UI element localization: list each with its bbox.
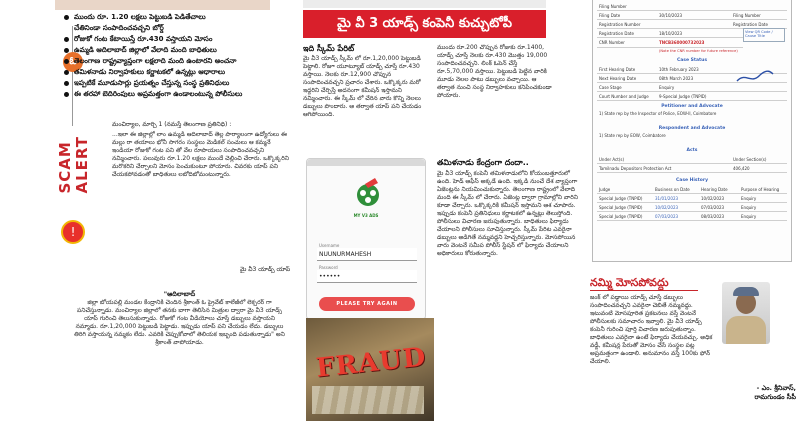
- doc-row: [597, 2, 787, 11]
- doc-value: 08th March 2023: [659, 76, 694, 81]
- history-col: Purpose of Hearing: [741, 187, 780, 192]
- doc-value: 10th February 2023: [659, 67, 699, 72]
- history-row: [597, 203, 787, 212]
- acts-row: [597, 164, 787, 173]
- history-date-link[interactable]: 07/03/2023: [655, 214, 679, 219]
- app-screenshot: [306, 158, 426, 320]
- signature-mark-icon: [735, 70, 775, 84]
- quote-body: జిల్లా బోయపల్లి మండల కేంద్రానికి చెందిన శ్రీకాంత్ ఓ ప్రైవేట్ కాలేజీలో లెక్చరర్ గా పనిచేస్తున్నాడు. మంచిర్యాల జిల్లాలో తనకు బాగా తెలిసిన మిత్రుల ద్వారా మై వీ3 యాడ్స్ యాప్ గురించి తెలుసుకున్నాడు. రోజుకో గంట వీడియోలు చూస్తే డబ్బులు వస్తాయని నమ్మాడు. రూ.1,20,000 పెట్టుబడి పెట్టాడు. ఇప్పుడు యాప్ పని చేయడం లేదు. డబ్బులు తిరిగి వస్తాయన్న నమ్మకం లేదు. ఎవరికి చెప్పుకోవాలో తెలియక ఇబ్బంది పడుతున్నాడు" అని శ్రీకాంత్ వాపోయాడు.: [74, 299, 285, 346]
- scam-alert-text: [57, 136, 91, 194]
- acts-row: [597, 155, 787, 164]
- history-cell: Special Judge (TNPID): [599, 205, 643, 210]
- key-point: ఉమ్మడి ఆదిలాబాద్ జిల్లాలో వేలాది మంది బాధితులు: [62, 45, 302, 56]
- doc-key: Registration Number: [599, 22, 641, 27]
- doc-key: Filing Number: [599, 4, 627, 9]
- history-heading: Case History: [675, 178, 709, 183]
- history-row: [597, 212, 787, 221]
- history-col: Hearing Date: [701, 187, 728, 192]
- cnr-note: (Note the CNR number for future reference): [659, 49, 738, 53]
- doc-key: Next Hearing Date: [599, 76, 637, 81]
- history-date-link[interactable]: 31/01/2023: [655, 196, 679, 201]
- cnr-row: [597, 38, 743, 48]
- headline: మై వీ 3 యాడ్స్ కంపెనీ కుచ్చుటోపీ: [303, 10, 546, 38]
- top-photo-strip: [55, 0, 270, 10]
- article-body-left: ...ఇలా ఈ జిల్లాల్లో లాం ఉమ్మడి ఆదిలాబాద్ తెల్ల పార్యాలంగా ఉద్యోగులు ఈ మల్లు రా తయాలు భోనీ సాగరం సంస్థలు మెడికల్ సంచులు ఆ కమ్మనే ఇండియా రోజుకో గంట పని తో వేల రూపాయలు సంపాదించవచ్చని నమ్మించారు. పలువురు రూ.1.20 లక్షలు ముందే చెల్లించి చేరారు. ఒక్కొక్కరిని మరొకరిని చేర్చాలని మోసం పెంచుకుంటూ పోయారు. చివరకు యాప్ పని చేయకపోవడంతో బాధితులు లబోదిబోమంటున్నారు.: [112, 131, 289, 178]
- key-point: తమిళనాడు నిర్వాహకులు కర్ణాటకలో ఉన్నట్లు ఆధారాలు: [62, 67, 302, 78]
- doc-row: [597, 11, 787, 20]
- history-cell: Enquiry: [741, 205, 757, 210]
- officer-name: - ఎం. శ్రీనివాస్,: [756, 384, 796, 392]
- doc-value: 406,420: [733, 166, 750, 171]
- qr-code-link[interactable]: View QR Code / Cause Title: [743, 28, 785, 42]
- officer-uniform: [726, 316, 766, 344]
- doc-row: [597, 29, 743, 38]
- doc-value: Under Section(s): [733, 157, 767, 162]
- section-heading-warning: నమ్మి మోసపోవద్దు: [590, 276, 669, 289]
- petitioner-heading: Petitioner and Advocate: [661, 104, 723, 109]
- password-field[interactable]: ••••••: [317, 270, 417, 283]
- doc-value: 9-Special Judge (TNPID): [659, 94, 707, 99]
- history-cell: 10/02/2023: [701, 196, 725, 201]
- key-points-list: [62, 12, 302, 100]
- scam-word: SCAM: [56, 141, 74, 194]
- officer-cap: [733, 287, 759, 296]
- key-point: ఈ తరహా బెదిరింపులు అప్రమత్తంగా ఉండాలంటున్న పోలీసులు: [62, 89, 302, 100]
- article-column-c: జంక్ లో పడ్డాయి యాడ్స్ చూస్తే డబ్బులు సంపాదించవచ్చని ఎవరైనా చెబితే నమ్మవద్దు. ఇటువంటి మోసపూరిత ప్రకటనలు వస్తే వెంటనే పోలీసులకు సమాచారం ఇవ్వాలి. మై వీ3 యాడ్స్ కంపెనీ గురించి పూర్తి విచారణ జరుపుతున్నాం. బాధితులు ఎవరైనా ఉంటే ఫిర్యాదు చేయవచ్చు. అధిక వడ్డీ, కమీషన్ల పేరుతో మోసం చేసే సంస్థల పట్ల అప్రమత్తంగా ఉండాలి. అనుమానం వస్తే 100కు ఫోన్ చేయాలి.: [590, 294, 713, 365]
- doc-value: Filing Number: [733, 13, 761, 18]
- dateline: మంచిర్యాల, మార్చి 1 (నమస్తే తెలంగాణ ప్రతినిధి) :: [112, 121, 232, 128]
- officer-role: రామగుండం సీపీ: [754, 393, 796, 401]
- history-cell: Enquiry: [741, 214, 757, 219]
- cnr-number[interactable]: TNCB360000732023: [659, 40, 705, 45]
- key-point: ముందు రూ. 1.20 లక్షలు పెట్టుబడి పెడితేచాలు: [62, 12, 302, 23]
- doc-key: CNR Number: [599, 40, 625, 45]
- case-status-heading: Case Status: [676, 58, 708, 63]
- doc-key: Court Number and Judge: [599, 94, 649, 99]
- doc-value: Enquiry: [659, 85, 675, 90]
- doc-value: 18/10/2023: [659, 31, 683, 36]
- currency-notes: [312, 386, 424, 414]
- key-point: చేతినిండా సంపాదించవచ్చని బోర్డ్: [74, 24, 164, 32]
- acts-heading: Acts: [686, 148, 698, 153]
- doc-key: Case Stage: [599, 85, 622, 90]
- doc-key: First Hearing Date: [599, 67, 636, 72]
- respondent-heading: Respondent and Advocate: [658, 126, 726, 131]
- doc-key: Under Act(s): [599, 157, 625, 162]
- court-case-record: [592, 0, 792, 262]
- subheading: ఇది స్కీమ్ పేరిట్: [303, 44, 355, 53]
- photo-caption: మై వీ3 యాడ్స్ యాప్: [240, 266, 291, 273]
- quote-title: "ఆదిలాబాద్: [163, 290, 196, 298]
- key-point: రోజుకో గంట కేటాయిస్తే రూ.430 వస్తాయని మోసం: [62, 34, 302, 45]
- history-col: Business on Date: [655, 187, 690, 192]
- app-name: MY V3 ADS: [353, 213, 379, 218]
- doc-value: Registration Date: [733, 22, 768, 27]
- password-label: Password: [319, 265, 338, 270]
- app-logo-icon: [351, 175, 385, 209]
- petitioner-text: 1) State rep by the Inspector of Police, EOW-II, Coimbatore: [599, 111, 717, 116]
- officer-photo: [722, 282, 770, 344]
- alert-megaphone-icon: !: [61, 220, 85, 244]
- history-col: Judge: [599, 187, 611, 192]
- respondent-text: 1) State rep by EOW, Coimbatore: [599, 133, 666, 138]
- fraud-text: FRAUD: [314, 342, 428, 384]
- officer-signature-block: [708, 384, 796, 402]
- article-column-a: మై వీ3 యాడ్స్ స్కీమ్ లో రూ.1,20,000 పెట్టుబడి పెట్టాలి. రోజూ యూట్యూబ్ యాడ్స్ చూస్తే రూ.430 వస్తాయి. నెలకు రూ.12,900 చొప్పున సంపాదించవచ్చని ప్రచారం చేశారు. ఒక్కొక్కరు మరో ఇద్దరిని చేర్పిస్తే అదనంగా కమీషన్ ఇస్తామని నమ్మించారు. ఈ స్కీమ్ లో చేరిన వారు కొన్ని నెలలు డబ్బులు పొందారు. ఆ తర్వాత యాప్ పని చేయడం ఆగిపోయింది.: [303, 55, 422, 118]
- history-cell: 07/03/2023: [701, 205, 725, 210]
- username-field[interactable]: NUUNURMAHESH: [317, 248, 417, 261]
- doc-key: Tamilnadu Depositors Protection Act: [599, 166, 672, 171]
- doc-row: [597, 92, 787, 101]
- history-cell: Enquiry: [741, 196, 757, 201]
- alert-word: ALERT: [73, 136, 91, 194]
- login-button[interactable]: PLEASE TRY AGAIN: [319, 297, 415, 311]
- scam-alert-graphic: [55, 132, 91, 250]
- doc-key: Filing Date: [599, 13, 621, 18]
- highlight-badge-icon: ఓ: [63, 52, 83, 72]
- article-column-b: ముందు రూ.200 చొప్పున రోజుకు రూ.1400, యాడ్స్ చూస్తే నెలకు రూ.430 మొత్తం 19,000 సంపాదించవచ్చని. లింక్ ఓపెన్ చేస్తే రూ.5,70,000 వస్తాయి. పెట్టుబడి పెట్టిన వారికి మూడు నెలల పాటు డబ్బులు వచ్చాయి. ఆ తర్వాత నుంచి సంస్థ నిర్వాహకులు కనిపించకుండా పోయారు.: [437, 44, 552, 99]
- fraud-photo: [306, 318, 434, 421]
- subheading-tamilnadu: తమిళనాడు కేంద్రంగా దందా..: [437, 158, 529, 167]
- top-divider: [303, 0, 546, 8]
- victim-quote: [72, 290, 287, 347]
- key-point: తెలంగాణ రాష్ట్రవ్యాప్తంగా లక్షలాది మంది ఉంటారని అంచనా: [62, 56, 302, 67]
- history-header-row: [597, 185, 787, 194]
- doc-value: 30/10/2023: [659, 13, 683, 18]
- history-cell: Special Judge (TNPID): [599, 196, 643, 201]
- doc-row: [597, 83, 787, 92]
- phone-status-bar: [307, 159, 425, 166]
- article-column-b2: మై వీ3 యాడ్స్ కంపెనీ తమిళనాడులోని కోయంబత్తూరులో ఉంది. హెడ్ ఆఫీస్ అక్కడే ఉంది. ఇక్కడి నుంచే దేశ వ్యాప్తంగా ఏజెంట్లను నియమించుకున్నారు. తెలంగాణ రాష్ట్రంలో వేలాది మంది ఈ స్కీమ్ లో చేరారు. ఏజెంట్ల ద్వారా గ్రామాల్లోని వారిని కూడా చేర్చారు. ఒక్కొక్కరికి కమీషన్ ఇస్తామని ఆశ చూపారు. ఇప్పుడు కంపెనీ ప్రతినిధులు కర్ణాటకలో ఉన్నట్లు తెలుస్తోంది. పోలీసులు విచారణ జరుపుతున్నారు. బాధితులు ఫిర్యాదు చేయాలని పోలీసులు సూచిస్తున్నారు. స్కీమ్ పేరిట ఎవరైనా డబ్బులు అడిగితే నమ్మవద్దని హెచ్చరిస్తున్నారు. మోసపోయిన వారు వెంటనే సమీప పోలీస్ స్టేషన్ లో ఫిర్యాదు చేయాలని అధికారులు కోరుతున్నారు.: [437, 170, 578, 257]
- key-point: ఇప్పటికే మూడుసార్లు ప్రయత్నం చేస్తున్న సంస్థ ప్రతినిధులు: [62, 78, 302, 89]
- doc-key: Registration Date: [599, 31, 634, 36]
- username-label: Username: [319, 243, 340, 248]
- history-row: [597, 194, 787, 203]
- history-cell: Special Judge (TNPID): [599, 214, 643, 219]
- history-date-link[interactable]: 10/02/2023: [655, 205, 679, 210]
- history-cell: 08/03/2023: [701, 214, 725, 219]
- heading-underline: [590, 290, 698, 291]
